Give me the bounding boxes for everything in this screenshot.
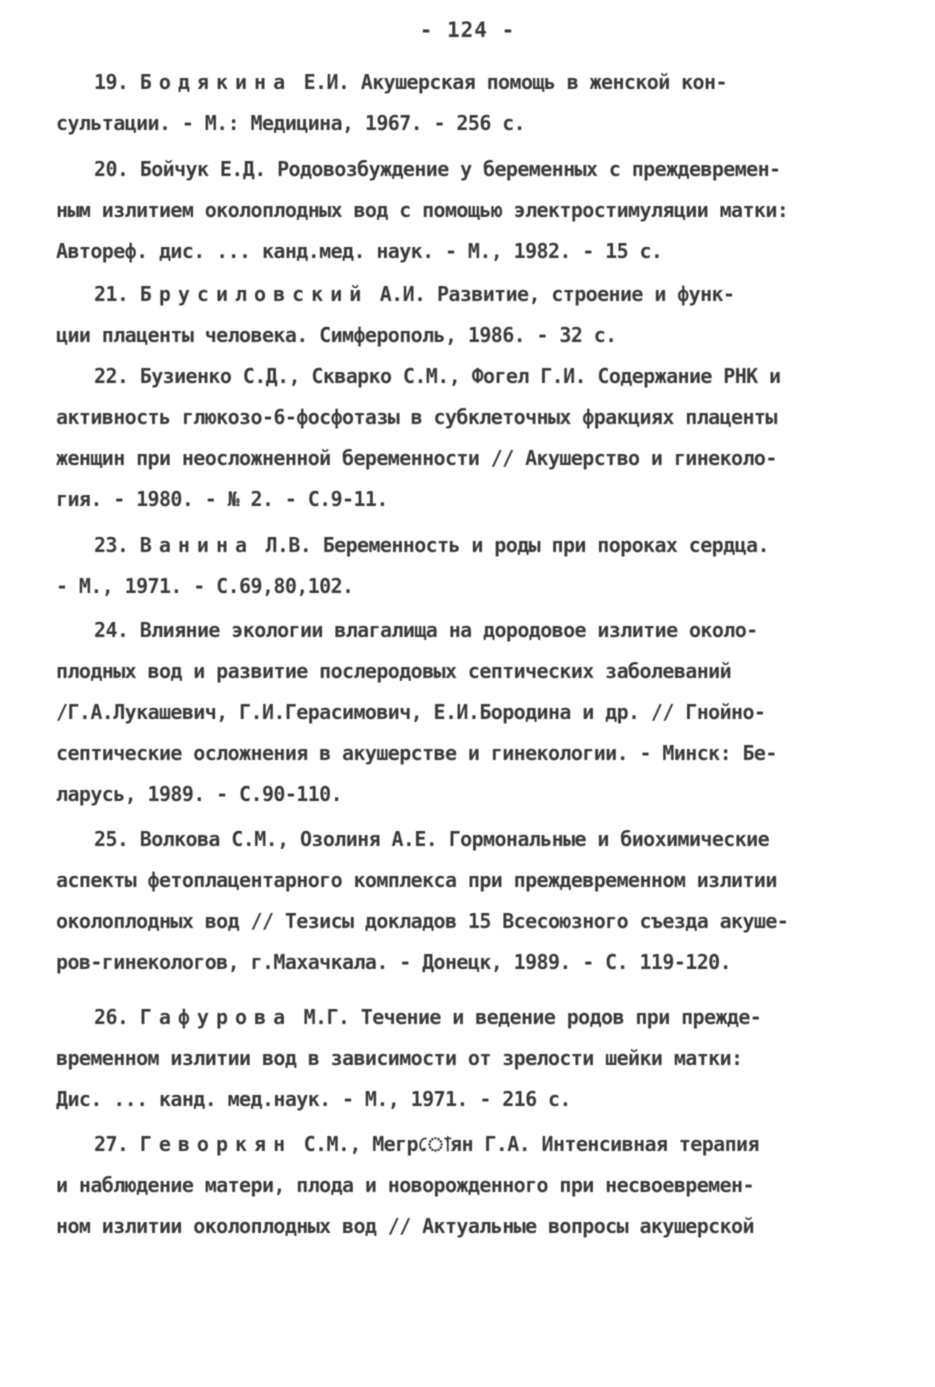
reference-number: 20.	[94, 157, 129, 181]
reference-text: Волкова С.М., Озолиня А.Е. Гормональные и биохимические	[139, 827, 770, 851]
reference-item-26	[56, 997, 876, 1120]
reference-line	[56, 149, 876, 190]
reference-line	[56, 997, 876, 1038]
reference-line: ным излитием околоплодных вод с помощью электростимуляции матки:	[56, 198, 789, 222]
reference-line	[56, 274, 876, 315]
reference-author: Ванина	[139, 533, 255, 557]
reference-line: женщин при неосложненной беременности // Акушерство и гинеколо-	[56, 446, 777, 470]
reference-line	[56, 525, 876, 566]
reference-item-22	[56, 356, 876, 520]
reference-text: Е.И. Акушерская помощь в женской кон-	[303, 70, 727, 94]
reference-number: 19.	[94, 70, 129, 94]
reference-number: 21.	[94, 282, 129, 306]
reference-item-25	[56, 819, 876, 983]
reference-text: Л.В. Беременность и роды при пороках сердца.	[265, 533, 769, 557]
reference-number: 25.	[94, 827, 129, 851]
reference-number: 26.	[94, 1005, 129, 1029]
reference-author: Гафурова	[139, 1005, 293, 1029]
reference-text: Бузиенко С.Д., Скварко С.М., Фогел Г.И. Содержание РНК и	[139, 364, 781, 388]
reference-line: сультации. - М.: Медицина, 1967. - 256 с.	[56, 111, 526, 135]
reference-text: Бойчук Е.Д. Родовозбуждение у беременных с преждевремен-	[139, 157, 781, 181]
reference-author: Бодякина	[139, 70, 293, 94]
reference-line: околоплодных вод // Тезисы докладов 15 Всесоюзного съезда акуше-	[56, 909, 789, 933]
reference-line: /Г.А.Лукашевич, Г.И.Герасимович, Е.И.Бородина и др. // Гнойно-	[56, 700, 766, 724]
reference-line: и наблюдение матери, плода и новорожденного при несвоевремен-	[56, 1173, 754, 1197]
reference-line: ции плаценты человека. Симферополь, 1986. - 32 с.	[56, 323, 617, 347]
reference-text: С.М., Мегрোян Г.А. Интенсивная терапия	[303, 1132, 759, 1156]
reference-line: - М., 1971. - С.69,80,102.	[56, 574, 354, 598]
reference-text: М.Г. Течение и ведение родов при прежде-	[303, 1005, 762, 1029]
reference-line	[56, 356, 876, 397]
reference-item-19	[56, 62, 876, 144]
reference-item-20	[56, 149, 876, 272]
reference-line: Дис. ... канд. мед.наук. - М., 1971. - 216 с.	[56, 1087, 571, 1111]
reference-line: гия. - 1980. - № 2. - С.9-11.	[56, 487, 388, 511]
reference-line	[56, 1124, 876, 1165]
reference-line: септические осложнения в акушерстве и гинекологии. - Минск: Бе-	[56, 741, 777, 765]
reference-line	[56, 62, 876, 103]
reference-item-23	[56, 525, 876, 607]
reference-item-21	[56, 274, 876, 356]
reference-item-24	[56, 610, 876, 815]
reference-line	[56, 819, 876, 860]
reference-text: А.И. Развитие, строение и функ-	[379, 282, 735, 306]
reference-line: ров-гинекологов, г.Махачкала. - Донецк, 1989. - С. 119-120.	[56, 950, 732, 974]
reference-line: плодных вод и развитие послеродовых септических заболеваний	[56, 659, 732, 683]
reference-number: 22.	[94, 364, 129, 388]
reference-line	[56, 610, 876, 651]
reference-line: временном излитии вод в зависимости от зрелости шейки матки:	[56, 1046, 743, 1070]
reference-item-27	[56, 1124, 876, 1247]
reference-number: 27.	[94, 1132, 129, 1156]
reference-author: Брусиловский	[139, 282, 369, 306]
reference-author: Геворкян	[139, 1132, 293, 1156]
reference-number: 23.	[94, 533, 129, 557]
reference-line: активность глюкозо-6-фосфотазы в субклеточных фракциях плаценты	[56, 405, 777, 429]
reference-line: ларусь, 1989. - С.90-110.	[56, 782, 343, 806]
reference-line: ном излитии околоплодных вод // Актуальные вопросы акушерской	[56, 1214, 754, 1238]
reference-number: 24.	[94, 618, 129, 642]
reference-line: аспекты фетоплацентарного комплекса при преждевременном излитии	[56, 868, 777, 892]
reference-line: Автореф. дис. ... канд.мед. наук. - М., 1982. - 15 с.	[56, 239, 663, 263]
reference-text: Влияние экологии влагалища на дородовое излитие около-	[139, 618, 758, 642]
page-number: - 124 -	[419, 18, 516, 42]
